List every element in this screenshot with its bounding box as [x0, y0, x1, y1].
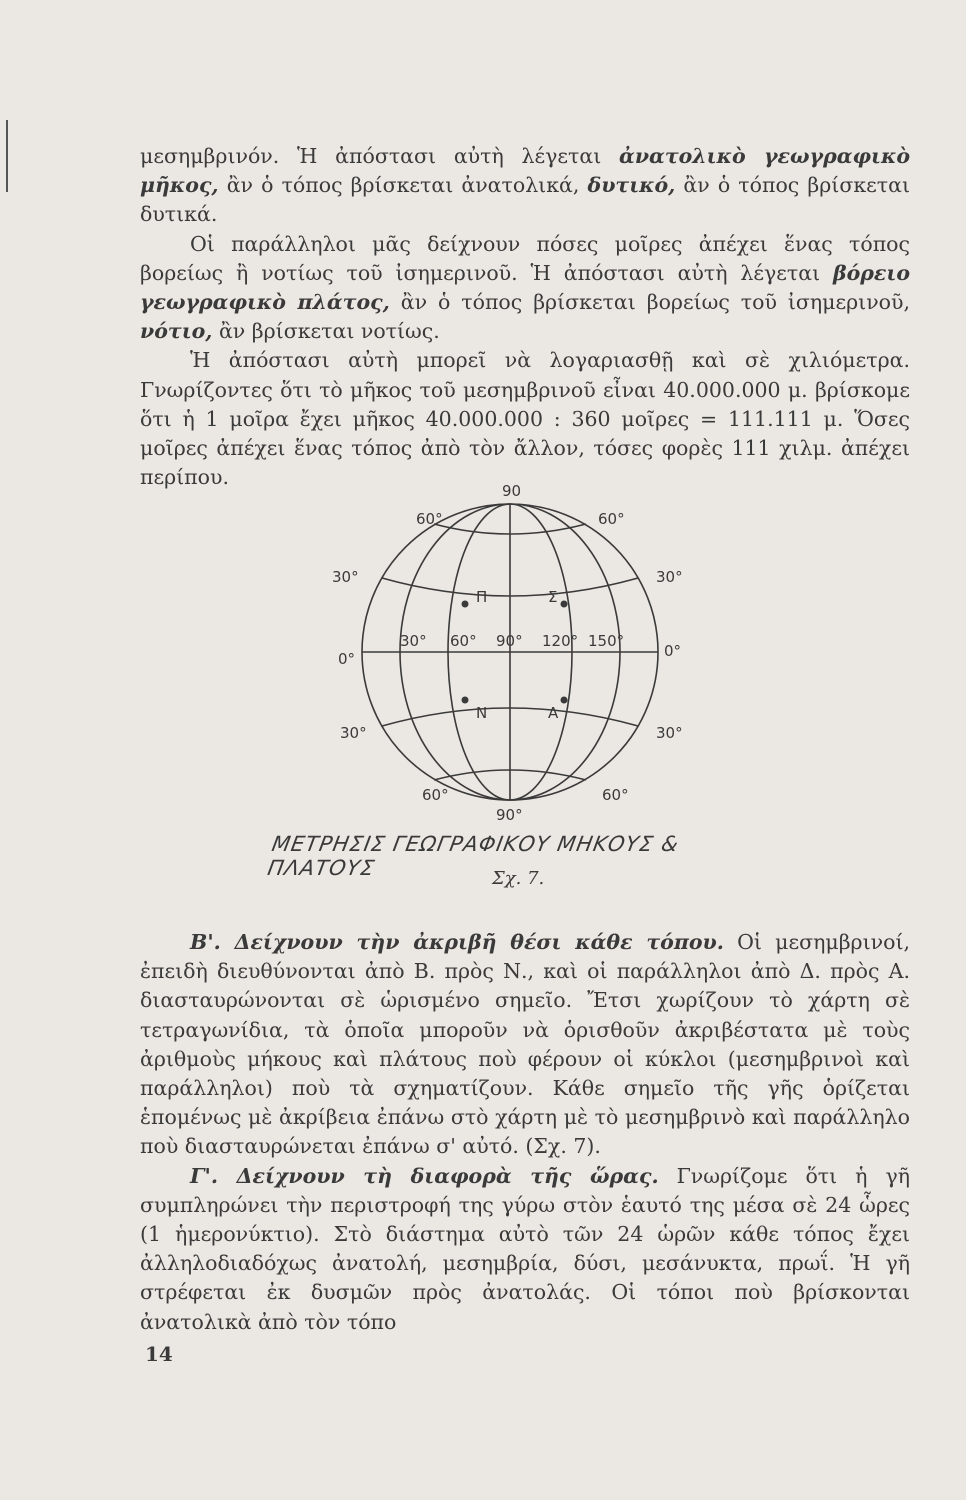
label-30-south-left: 30° [340, 724, 367, 742]
term-west: δυτικό, [587, 173, 676, 198]
label-meridian-60: 60° [450, 632, 477, 650]
label-point-s: Σ [548, 588, 558, 606]
term-north-latitude: βόρειο γεωγραφικὸ πλάτος, [140, 260, 910, 315]
figure-caption: ΜΕΤΡΗΣΙΣ ΓΕΩΓΡΑΦΙΚΟΥ ΜΗΚΟΥΣ & ΠΛΑΤΟΥΣ [265, 832, 681, 880]
label-north-pole: 90 [502, 482, 522, 500]
label-equator-left: 0° [338, 650, 356, 668]
point-s-dot [561, 601, 568, 608]
point-a-dot [561, 697, 568, 704]
section-heading-b: Β'. Δείχνουν τὴν ἀκριβῆ θέσι κάθε τόπου. [190, 930, 724, 954]
text-block-top [140, 142, 910, 492]
text-block-bottom [140, 928, 910, 1337]
point-n-dot [462, 697, 469, 704]
label-30-south-right: 30° [656, 724, 683, 742]
label-point-p: Π [476, 588, 488, 606]
text-run: Γνωρίζομε ὅτι ἡ γῆ συμπληρώνει τὴν περιστροφή της γύρω στὸν ἑαυτό της μέσα σὲ 24 ὧρες (1 ἡμερονύκτιο). Στὸ διάστημα αὐτὸ τῶν 24 ὡρῶν κάθε τόπος ἔχει ἀλληλοδιαδόχως ἀνατολή, μεσημβρία, δύσι, μεσάνυκτα, πρωΐ. Ἡ γῆ στρέφεται ἐκ δυσμῶν πρὸς ἀνατολάς. Οἱ τόποι ποὺ βρίσκονται ἀνατολικὰ ἀπὸ τὸν τόπο [140, 1163, 910, 1334]
figure-number: Σχ. 7. [492, 868, 545, 889]
label-60-north-left: 60° [416, 510, 443, 528]
globe-diagram [330, 478, 690, 826]
section-heading-c: Γ'. Δείχνουν τὴ διαφορὰ τῆς ὥρας. [190, 1163, 659, 1188]
paragraph-exact-position [140, 928, 910, 1162]
label-meridian-30: 30° [400, 632, 427, 650]
text-run: ἂν ὁ τόπος βρίσκεται βορείως τοῦ ἰσημερινοῦ, [389, 290, 910, 315]
label-south-pole: 90° [496, 806, 523, 824]
paragraph-longitude [140, 142, 910, 230]
label-60-north-right: 60° [598, 510, 625, 528]
label-meridian-90: 90° [496, 632, 523, 650]
label-30-north-left: 30° [332, 568, 359, 586]
label-point-n: Ν [476, 704, 488, 722]
page-edge-mark [6, 120, 8, 192]
text-run: Οἱ μεσημβρινοί, ἐπειδὴ διευθύνονται ἀπὸ Β. πρὸς Ν., καὶ οἱ παράλληλοι ἀπὸ Δ. πρὸς Α. διασταυρώνονται σὲ ὡρισμένο σημεῖο. Ἔτσι χωρίζουν τὸ χάρτη σὲ τετραγωνίδια, τὰ ὁποῖα μποροῦν νὰ ὁρισθοῦν ἀκριβέστατα μὲ τοὺς ἀριθμοὺς μήκους καὶ πλάτους ποὺ φέρουν οἱ κύκλοι (μεσημβρινοὶ καὶ παράλληλοι) ποὺ τὰ σχηματίζουν. Κάθε σημεῖο τῆς γῆς ὁρίζεται ἑπομένως μὲ ἀκρίβεια ἐπάνω στὸ χάρτη μὲ τὸ μεσημβρινὸ καὶ παράλληλο ποὺ διασταυρώνεται ἐπάνω σ' αὐτό. (Σχ. 7). [140, 930, 911, 1159]
text-run: Οἱ παράλληλοι μᾶς δείχνουν πόσες μοῖρες ἀπέχει ἕνας τόπος βορείως ἢ νοτίως τοῦ ἰσημερινοῦ. Ἡ ἀπόστασι αὐτὴ λέγεται [140, 231, 910, 285]
text-run: Ἡ ἀπόστασι αὐτὴ μπορεῖ νὰ λογαριασθῇ καὶ σὲ χιλιόμετρα. Γνωρίζοντες ὅτι τὸ μῆκος τοῦ μεσημβρινοῦ εἶναι 40.000.000 μ. βρίσκομε ὅτι ἡ 1 μοῖρα ἔχει μῆκος 40.000.000 : 360 μοῖρες = 111.111 μ. Ὅσες μοῖρες ἀπέχει ἕνας τόπος ἀπὸ τὸν ἄλλον, τόσες φορὲς 111 χιλμ. ἀπέχει περίπου. [140, 348, 910, 490]
paragraph-time-difference [140, 1162, 910, 1337]
term-east-longitude: ἀνατολικὸ γεωγραφικὸ μῆκος, [140, 144, 910, 198]
text-run: ἂν ὁ τόπος βρίσκεται δυτικά. [140, 173, 910, 227]
page-number: 14 [145, 1342, 173, 1366]
label-equator-right: 0° [664, 642, 682, 660]
paragraph-distance [140, 346, 910, 492]
point-p-dot [462, 601, 469, 608]
text-run: μεσημβρινόν. Ἡ ἀπόστασι αὐτὴ λέγεται [140, 144, 620, 168]
label-60-south-right: 60° [602, 786, 629, 804]
text-run: ἂν βρίσκεται νοτίως. [212, 319, 440, 344]
label-30-north-right: 30° [656, 568, 683, 586]
label-point-a: Α [548, 704, 559, 722]
text-run: ἂν ὁ τόπος βρίσκεται ἀνατολικά, [218, 173, 588, 198]
term-south: νότιο, [140, 319, 213, 344]
paragraph-latitude [140, 230, 910, 347]
label-meridian-150: 150° [588, 632, 625, 650]
label-meridian-120: 120° [542, 632, 579, 650]
label-60-south-left: 60° [422, 786, 449, 804]
globe-figure [330, 478, 690, 826]
